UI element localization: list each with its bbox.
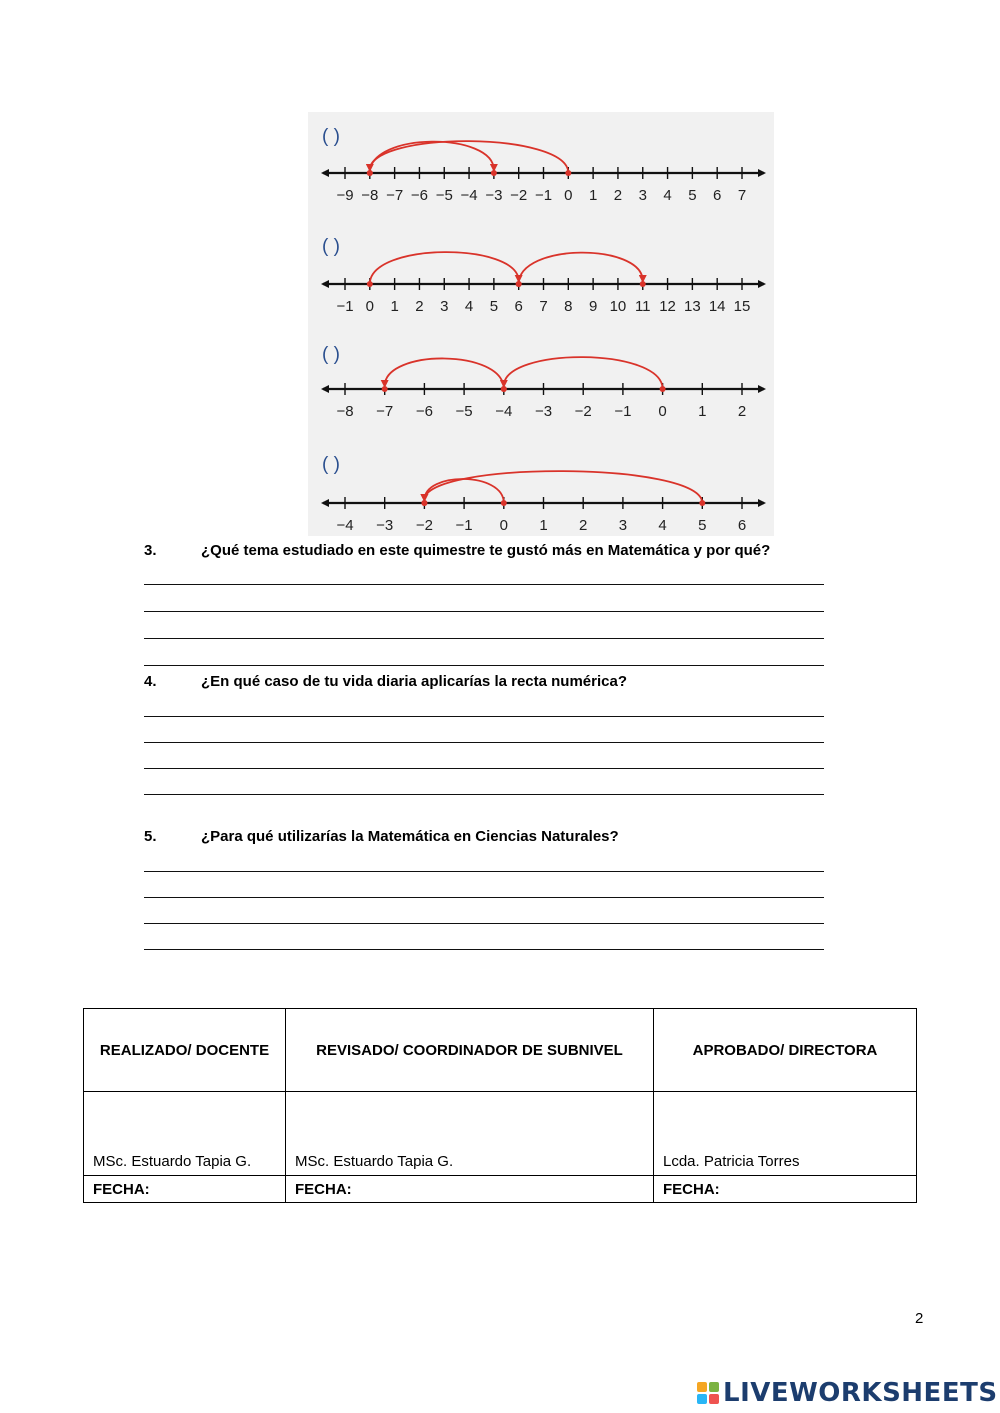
axis-arrow-right (758, 499, 766, 507)
axis-arrow-right (758, 385, 766, 393)
tick-label: 4 (658, 517, 667, 534)
tick-label: 11 (634, 298, 651, 315)
answer-parentheses[interactable]: ( ) (322, 454, 340, 475)
number-line-3 (321, 344, 766, 420)
tick-label: 1 (698, 403, 707, 420)
tick-label: 0 (564, 187, 573, 204)
tick-label: −6 (410, 187, 428, 204)
tick-label: 3 (618, 517, 628, 534)
tick-label: 15 (733, 298, 751, 315)
tick-label: 10 (609, 298, 627, 315)
answer-line[interactable] (144, 716, 824, 717)
point-marker (660, 386, 666, 392)
tick-label: −2 (415, 517, 433, 534)
question-3 (144, 542, 770, 559)
tick-label: 5 (688, 187, 697, 204)
answer-parentheses[interactable]: ( ) (322, 126, 340, 147)
logo-square (709, 1382, 719, 1392)
tick-label: −3 (376, 517, 394, 534)
axis-arrow-left (321, 385, 329, 393)
tick-label: 12 (659, 298, 676, 315)
tick-label: 5 (489, 298, 499, 315)
signature-header-row (84, 1009, 917, 1092)
point-marker (565, 170, 571, 176)
answer-line[interactable] (144, 611, 824, 612)
point-marker (367, 170, 373, 176)
tick-label: 7 (539, 298, 548, 315)
point-marker (367, 281, 373, 287)
tick-label: 1 (588, 187, 598, 204)
tick-label: 2 (579, 517, 588, 534)
signer-name: Lcda. Patricia Torres (654, 1092, 917, 1176)
tick-label: 13 (684, 298, 701, 315)
header-cell: APROBADO/ DIRECTORA (654, 1009, 917, 1092)
tick-label: −8 (336, 403, 354, 420)
tick-label: −7 (376, 403, 394, 420)
number-line-4 (321, 454, 766, 534)
question-text: ¿En qué caso de tu vida diaria aplicarías la recta numérica? (201, 673, 627, 690)
answer-line[interactable] (144, 584, 824, 585)
tick-label: 0 (658, 403, 667, 420)
number-line-1 (321, 126, 766, 204)
answer-line[interactable] (144, 794, 824, 795)
point-marker (491, 170, 497, 176)
axis-arrow-left (321, 499, 329, 507)
header-cell: REALIZADO/ DOCENTE (84, 1009, 286, 1092)
question-number: 5. (144, 828, 157, 845)
tick-label: 5 (698, 517, 707, 534)
answer-line[interactable] (144, 897, 824, 898)
tick-label: −5 (435, 187, 453, 204)
signature-date-row (84, 1176, 917, 1203)
jump-arc (424, 471, 702, 503)
page-number: 2 (915, 1310, 924, 1327)
tick-label: −4 (495, 403, 513, 420)
tick-label: −2 (510, 187, 528, 204)
tick-label: 6 (737, 517, 747, 534)
question-number: 3. (144, 542, 157, 559)
tick-label: 2 (737, 403, 747, 420)
tick-label: 6 (713, 187, 722, 204)
jump-arc (519, 253, 643, 284)
tick-label: −6 (415, 403, 433, 420)
tick-label: 0 (365, 298, 374, 315)
tick-label: 3 (638, 187, 647, 204)
point-marker (699, 500, 705, 506)
signer-name: MSc. Estuardo Tapia G. (84, 1092, 286, 1176)
answer-line[interactable] (144, 742, 824, 743)
tick-label: −1 (534, 187, 553, 204)
question-5 (144, 828, 619, 845)
answer-line[interactable] (144, 923, 824, 924)
point-marker (382, 386, 388, 392)
answer-parentheses[interactable]: ( ) (322, 236, 340, 257)
tick-label: 2 (613, 187, 623, 204)
answer-parentheses[interactable]: ( ) (322, 344, 340, 365)
question-text: ¿Para qué utilizarías la Matemática en Ciencias Naturales? (201, 828, 619, 845)
answer-line[interactable] (144, 871, 824, 872)
logo-square (697, 1382, 707, 1392)
point-marker (421, 500, 427, 506)
question-number: 4. (144, 673, 157, 690)
signature-name-row (84, 1092, 917, 1176)
tick-label: −2 (574, 403, 592, 420)
signer-name: MSc. Estuardo Tapia G. (286, 1092, 654, 1176)
logo-square (709, 1394, 719, 1404)
date-label: FECHA: (84, 1176, 286, 1203)
tick-label: 3 (440, 298, 449, 315)
number-line-figure (308, 112, 774, 536)
tick-label: −1 (336, 298, 354, 315)
question-text: ¿Qué tema estudiado en este quimestre te gustó más en Matemática y por qué? (201, 542, 771, 559)
tick-label: 1 (390, 298, 399, 315)
tick-label: −1 (455, 517, 473, 534)
question-4 (144, 673, 627, 690)
axis-arrow-right (758, 169, 766, 177)
tick-label: 7 (737, 187, 747, 204)
logo-square (697, 1394, 707, 1404)
tick-label: −8 (361, 187, 379, 204)
tick-label: 2 (415, 298, 424, 315)
point-marker (516, 281, 522, 287)
tick-label: −5 (455, 403, 473, 420)
tick-label: −3 (485, 187, 503, 204)
jump-arc (370, 142, 494, 173)
brand-name: LIVEWORKSHEETS (723, 1378, 998, 1408)
jump-arc (385, 358, 504, 389)
tick-label: 9 (588, 298, 598, 315)
logo-icon (697, 1382, 719, 1404)
date-label: FECHA: (286, 1176, 654, 1203)
tick-label: 8 (564, 298, 573, 315)
liveworksheets-logo (697, 1378, 998, 1408)
point-marker (501, 386, 507, 392)
tick-label: −4 (336, 517, 354, 534)
tick-label: 6 (514, 298, 523, 315)
header-cell: REVISADO/ COORDINADOR DE SUBNIVEL (286, 1009, 654, 1092)
tick-label: 4 (663, 187, 672, 204)
tick-label: −3 (534, 403, 553, 420)
axis-arrow-left (321, 280, 329, 288)
answer-line[interactable] (144, 949, 824, 950)
tick-label: −1 (614, 403, 632, 420)
answer-line[interactable] (144, 665, 824, 666)
tick-label: 0 (499, 517, 508, 534)
axis-arrow-right (758, 280, 766, 288)
point-marker (640, 281, 646, 287)
tick-label: −4 (460, 187, 478, 204)
number-line-2 (321, 236, 766, 315)
tick-label: 1 (539, 517, 548, 534)
signature-table (83, 1008, 917, 1203)
tick-label: −7 (386, 187, 404, 204)
tick-label: 4 (464, 298, 474, 315)
tick-label: 14 (708, 298, 726, 315)
tick-label: −9 (336, 187, 354, 204)
number-line-exercises (308, 112, 774, 536)
answer-line[interactable] (144, 638, 824, 639)
point-marker (501, 500, 507, 506)
date-label: FECHA: (654, 1176, 917, 1203)
axis-arrow-left (321, 169, 329, 177)
answer-line[interactable] (144, 768, 824, 769)
